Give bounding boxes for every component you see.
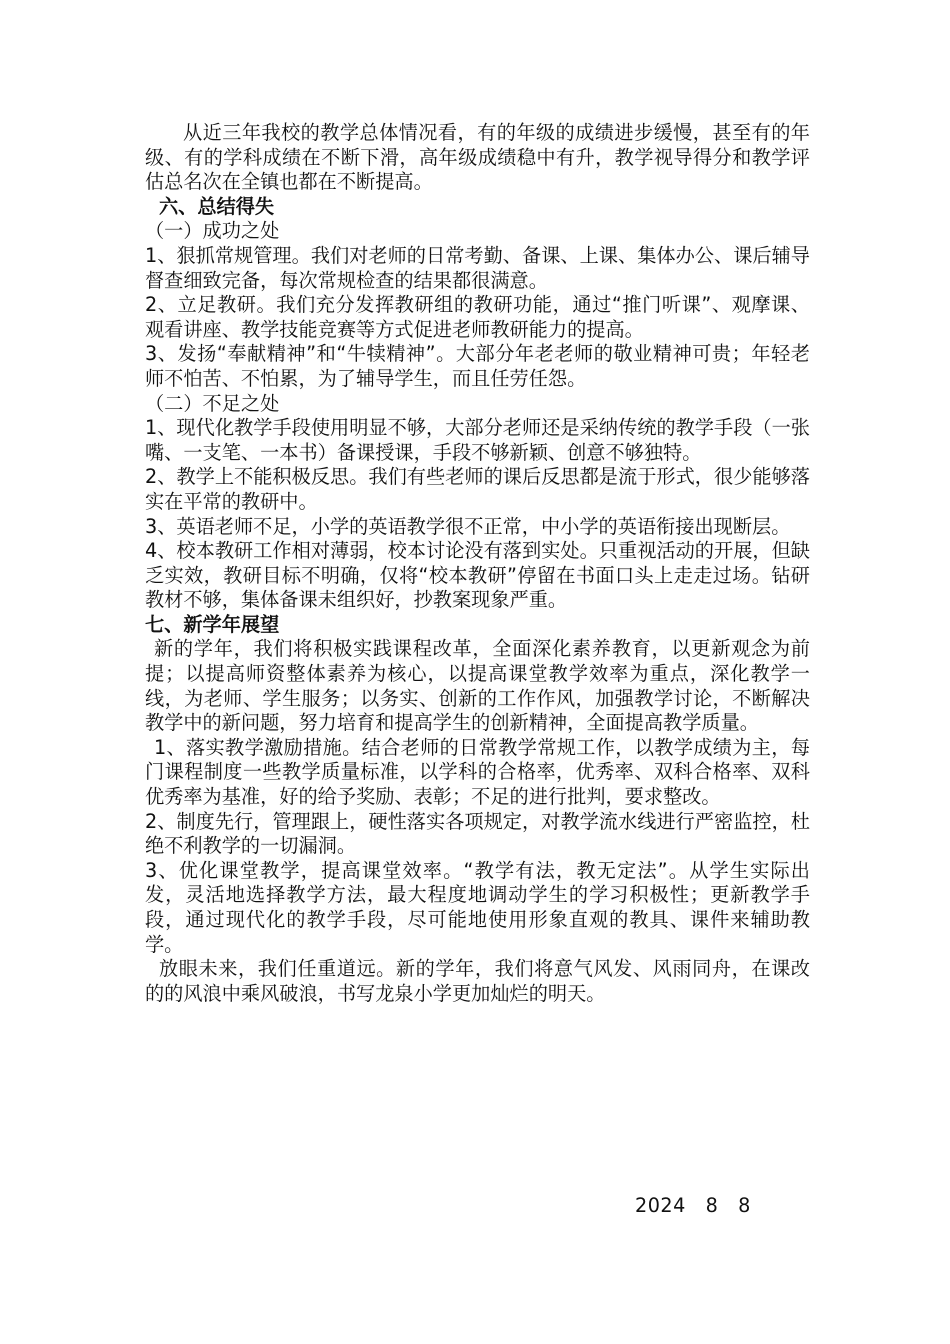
subheading-successes: （一）成功之处	[145, 219, 280, 243]
paragraph-success-3: 3、发扬“奉献精神”和“牛犊精神”。大部分年老老师的敬业精神可贵；年轻老师不怕苦、不怕累，为了辅导学生，而且任劳任怨。	[145, 342, 810, 390]
subheading-shortcomings: （二）不足之处	[145, 391, 280, 415]
heading-section-seven: 七、新学年展望	[145, 612, 280, 636]
paragraph-outlook-3: 3、优化课堂教学，提高课堂效率。“教学有法，教无定法”。从学生实际出发，灵活地选择教学方法，最大程度地调动学生的学习积极性；更新教学手段，通过现代化的教学手段，尽可能地使用形象直观的教具、课件来辅助教学。	[145, 858, 810, 956]
paragraph-shortcoming-3: 3、英语老师不足，小学的英语教学很不正常，中小学的英语衔接出现断层。	[145, 514, 791, 538]
heading-section-six: 六、总结得失	[159, 194, 275, 218]
document-body	[145, 121, 810, 1006]
paragraph-outlook-1: 1、落实教学激励措施。结合老师的日常教学常规工作，以教学成绩为主，每门课程制度一些教学质量标准，以学科的合格率，优秀率、双科合格率、双科优秀率为基准，好的给予奖励、表彰；不足的进行批判，要求整改。	[145, 735, 810, 809]
paragraph-shortcoming-4: 4、校本教研工作相对薄弱，校本讨论没有落到实处。只重视活动的开展，但缺乏实效，教研目标不明确，仅将“校本教研”停留在书面口头上走走过场。钻研教材不够，集体备课未组织好，抄教案现象严重。	[145, 539, 810, 612]
document-date: 2024 8 8	[635, 1194, 751, 1217]
paragraph-success-1: 1、狠抓常规管理。我们对老师的日常考勤、备课、上课、集体办公、课后辅导督查细致完备，每次常规检查的结果都很满意。	[145, 243, 810, 292]
paragraph-shortcoming-1: 1、现代化教学手段使用明显不够，大部分老师还是采纳传统的教学手段（一张嘴、一支笔、一本书）备课授课，手段不够新颖、创意不够独特。	[145, 416, 810, 464]
paragraph-closing: 放眼未来，我们任重道远。新的学年，我们将意气风发、风雨同舟，在课改的的风浪中乘风破浪，书写龙泉小学更加灿烂的明天。	[145, 957, 810, 1005]
paragraph-outlook: 新的学年，我们将积极实践课程改革，全面深化素养教育，以更新观念为前提；以提高师资整体素养为核心，以提高课堂教学效率为重点，深化教学一线，为老师、学生服务；以务实、创新的工作作风，加强教学讨论，不断解决教学中的新问题，努力培育和提高学生的创新精神，全面提高教学质量。	[145, 637, 810, 735]
paragraph-outlook-2: 2、制度先行，管理跟上，硬性落实各项规定，对教学流水线进行严密监控，杜绝不利教学的一切漏洞。	[145, 809, 810, 858]
paragraph-shortcoming-2: 2、教学上不能积极反思。我们有些老师的课后反思都是流于形式，很少能够落实在平常的教研中。	[145, 465, 810, 513]
paragraph-success-2: 2、立足教研。我们充分发挥教研组的教研功能，通过“推门听课”、观摩课、观看讲座、教学技能竞赛等方式促进老师教研能力的提高。	[145, 293, 810, 341]
paragraph-overview: 从近三年我校的教学总体情况看，有的年级的成绩进步缓慢，甚至有的年级、有的学科成绩在不断下滑，高年级成绩稳中有升，教学视导得分和教学评估总名次在全镇也都在不断提高。	[145, 121, 810, 194]
